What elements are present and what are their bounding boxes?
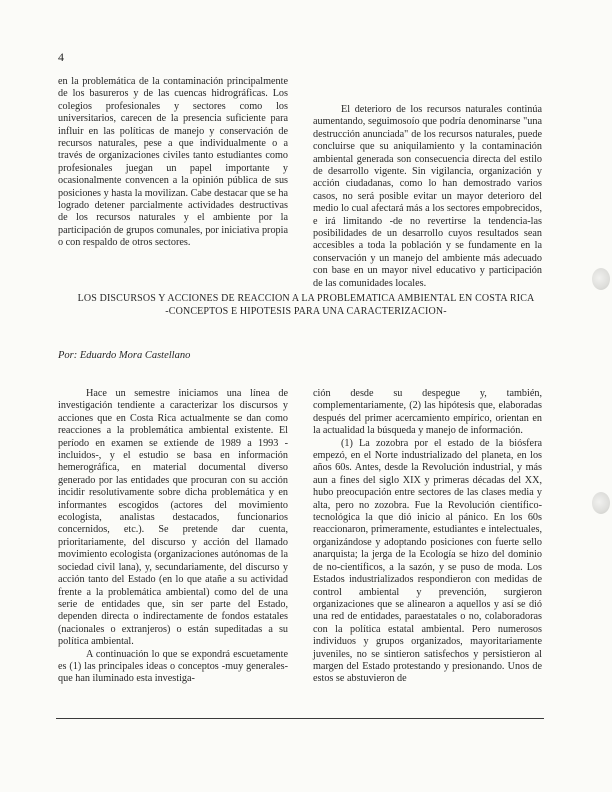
paragraph: ción desde su despegue y, también, complementariamente, (2) las hipótesis que, elaboradas después del primer acercamiento empírico, orientan en la actualidad la búsqueda y manejo de información. bbox=[313, 388, 542, 437]
top-left-column bbox=[58, 76, 288, 250]
article-heading bbox=[40, 292, 572, 318]
paragraph: El deterioro de los recursos naturales continúa aumentando, seguimosoío que podría denominarse "una destrucción anunciada" de los recursos naturales, puede concluirse que su aniquilamiento y la contaminación ambiental generada son consecuencia directa del estilo de desarrollo vigente. Sin vigilancia, organización y acción ciudadanas, como lo han demostrado varios casos, no será posible evitar un mayor deterioro del medio lo cual afectará más a los sectores empobrecidos, e irá limitando -de no revertirse la tendencia-las posibilidades de un desarrollo cuyos resultados sean accesibles a toda la población y se fundamente en la conservación y un manejo del ambiente más adecuado con base en un mayor nivel educativo y participación de las comunidades locales. bbox=[313, 104, 542, 289]
punch-hole bbox=[592, 492, 610, 514]
page-number: 4 bbox=[58, 50, 64, 64]
paragraph: en la problemática de la contaminación principalmente de los basureros y de las cuencas hidrográficas. Los colegios profesionales y sectores como los universitarios, carecen de la presencia suficiente para influir en las políticas de manejo y conservación de recursos naturales, pese a que individualmente o a través de organizaciones civiles tanto estudiantes como profesionales juegan un papel importante y ocasionalmente convencen a la opinión pública de sus posiciones y hasta la movilizan. Cabe destacar que se ha logrado detener parcialmente actividades destructivas de los recursos naturales y el ambiente por la participación de grupos comunales, por iniciativa propia o con respaldo de otros sectores. bbox=[58, 76, 288, 249]
paragraph: Hace un semestre iniciamos una línea de investigación tendiente a caracterizar los discursos y acciones que en Costa Rica actualmente se dan como reacciones a la problemática ambiental existente. El período en examen se extiende de 1989 a 1993 -incluidos-, y el estudio se basa en información hemerográfica, en material documental diverso generado por las entidades que procuran con su acción incidir resolutivamente sobre dicha problemática y en informantes escogidos (actores del movimiento ecologista, analistas destacados, funcionarios concernidos, etc.). Se pretende dar cuenta, prioritariamente, del discurso y acción del llamado movimiento ecologista (organizaciones autónomas de la sociedad civil lana), y, secundariamente, del discurso y acción tanto del Estado (en lo que atañe a su actividad frente a la problemática ambiental) como del de una serie de entidades que, sin ser parte del Estado, dependen directa o indirectamente de fondos estatales (nacionales o extranjeros) o están supeditadas a su política ambiental. bbox=[58, 388, 288, 648]
heading-line-2: -CONCEPTOS E HIPOTESIS PARA UNA CARACTERIZACION- bbox=[165, 306, 447, 317]
footer-rule bbox=[56, 718, 544, 719]
paragraph: (1) La zozobra por el estado de la biósfera empezó, en el Norte industrializado del planeta, en los años 60s. Antes, desde la Revolución industrial, y más aun a fines del siglo XIX y primeras décadas del XX, hubo preocupación entre sectores de las clases media y alta, pero no zozobra. Fue la Revolución científico-tecnológica la que dió inicio al pánico. En los 60s reaccionaron, primeramente, estudiantes e intelectuales, organizándose y adoptando posiciones con fuerte sello anarquista; la jerga de la Ecología se hizo del dominio de no-científicos, a la sazón, y se puso de moda. Los Estados industrializados respondieron con medidas de control ambiental y prevención, surgieron organizaciones que se alinearon a aquellos y así se dió una red de entidades, paraestatales o no, colaboradoras con la política estatal ambiental. Pero numerosos individuos y grupos organizados, mayoritariamente juveniles, no se sintieron satisfechos y persistieron al margen del Estado protestando y presionando. Unos de estos se abstuvieron de bbox=[313, 437, 542, 685]
heading-line-1: LOS DISCURSOS Y ACCIONES DE REACCION A LA PROBLEMATICA AMBIENTAL EN COSTA RICA bbox=[77, 293, 535, 304]
paragraph: A continuación lo que se expondrá escuetamente es (1) las principales ideas o conceptos -muy generales- que han iluminado esta investiga- bbox=[58, 648, 288, 685]
top-right-column bbox=[313, 104, 542, 290]
bottom-left-column bbox=[58, 388, 288, 686]
punch-hole bbox=[592, 268, 610, 290]
bottom-right-column bbox=[313, 388, 542, 686]
byline: Por: Eduardo Mora Castellano bbox=[58, 350, 191, 361]
